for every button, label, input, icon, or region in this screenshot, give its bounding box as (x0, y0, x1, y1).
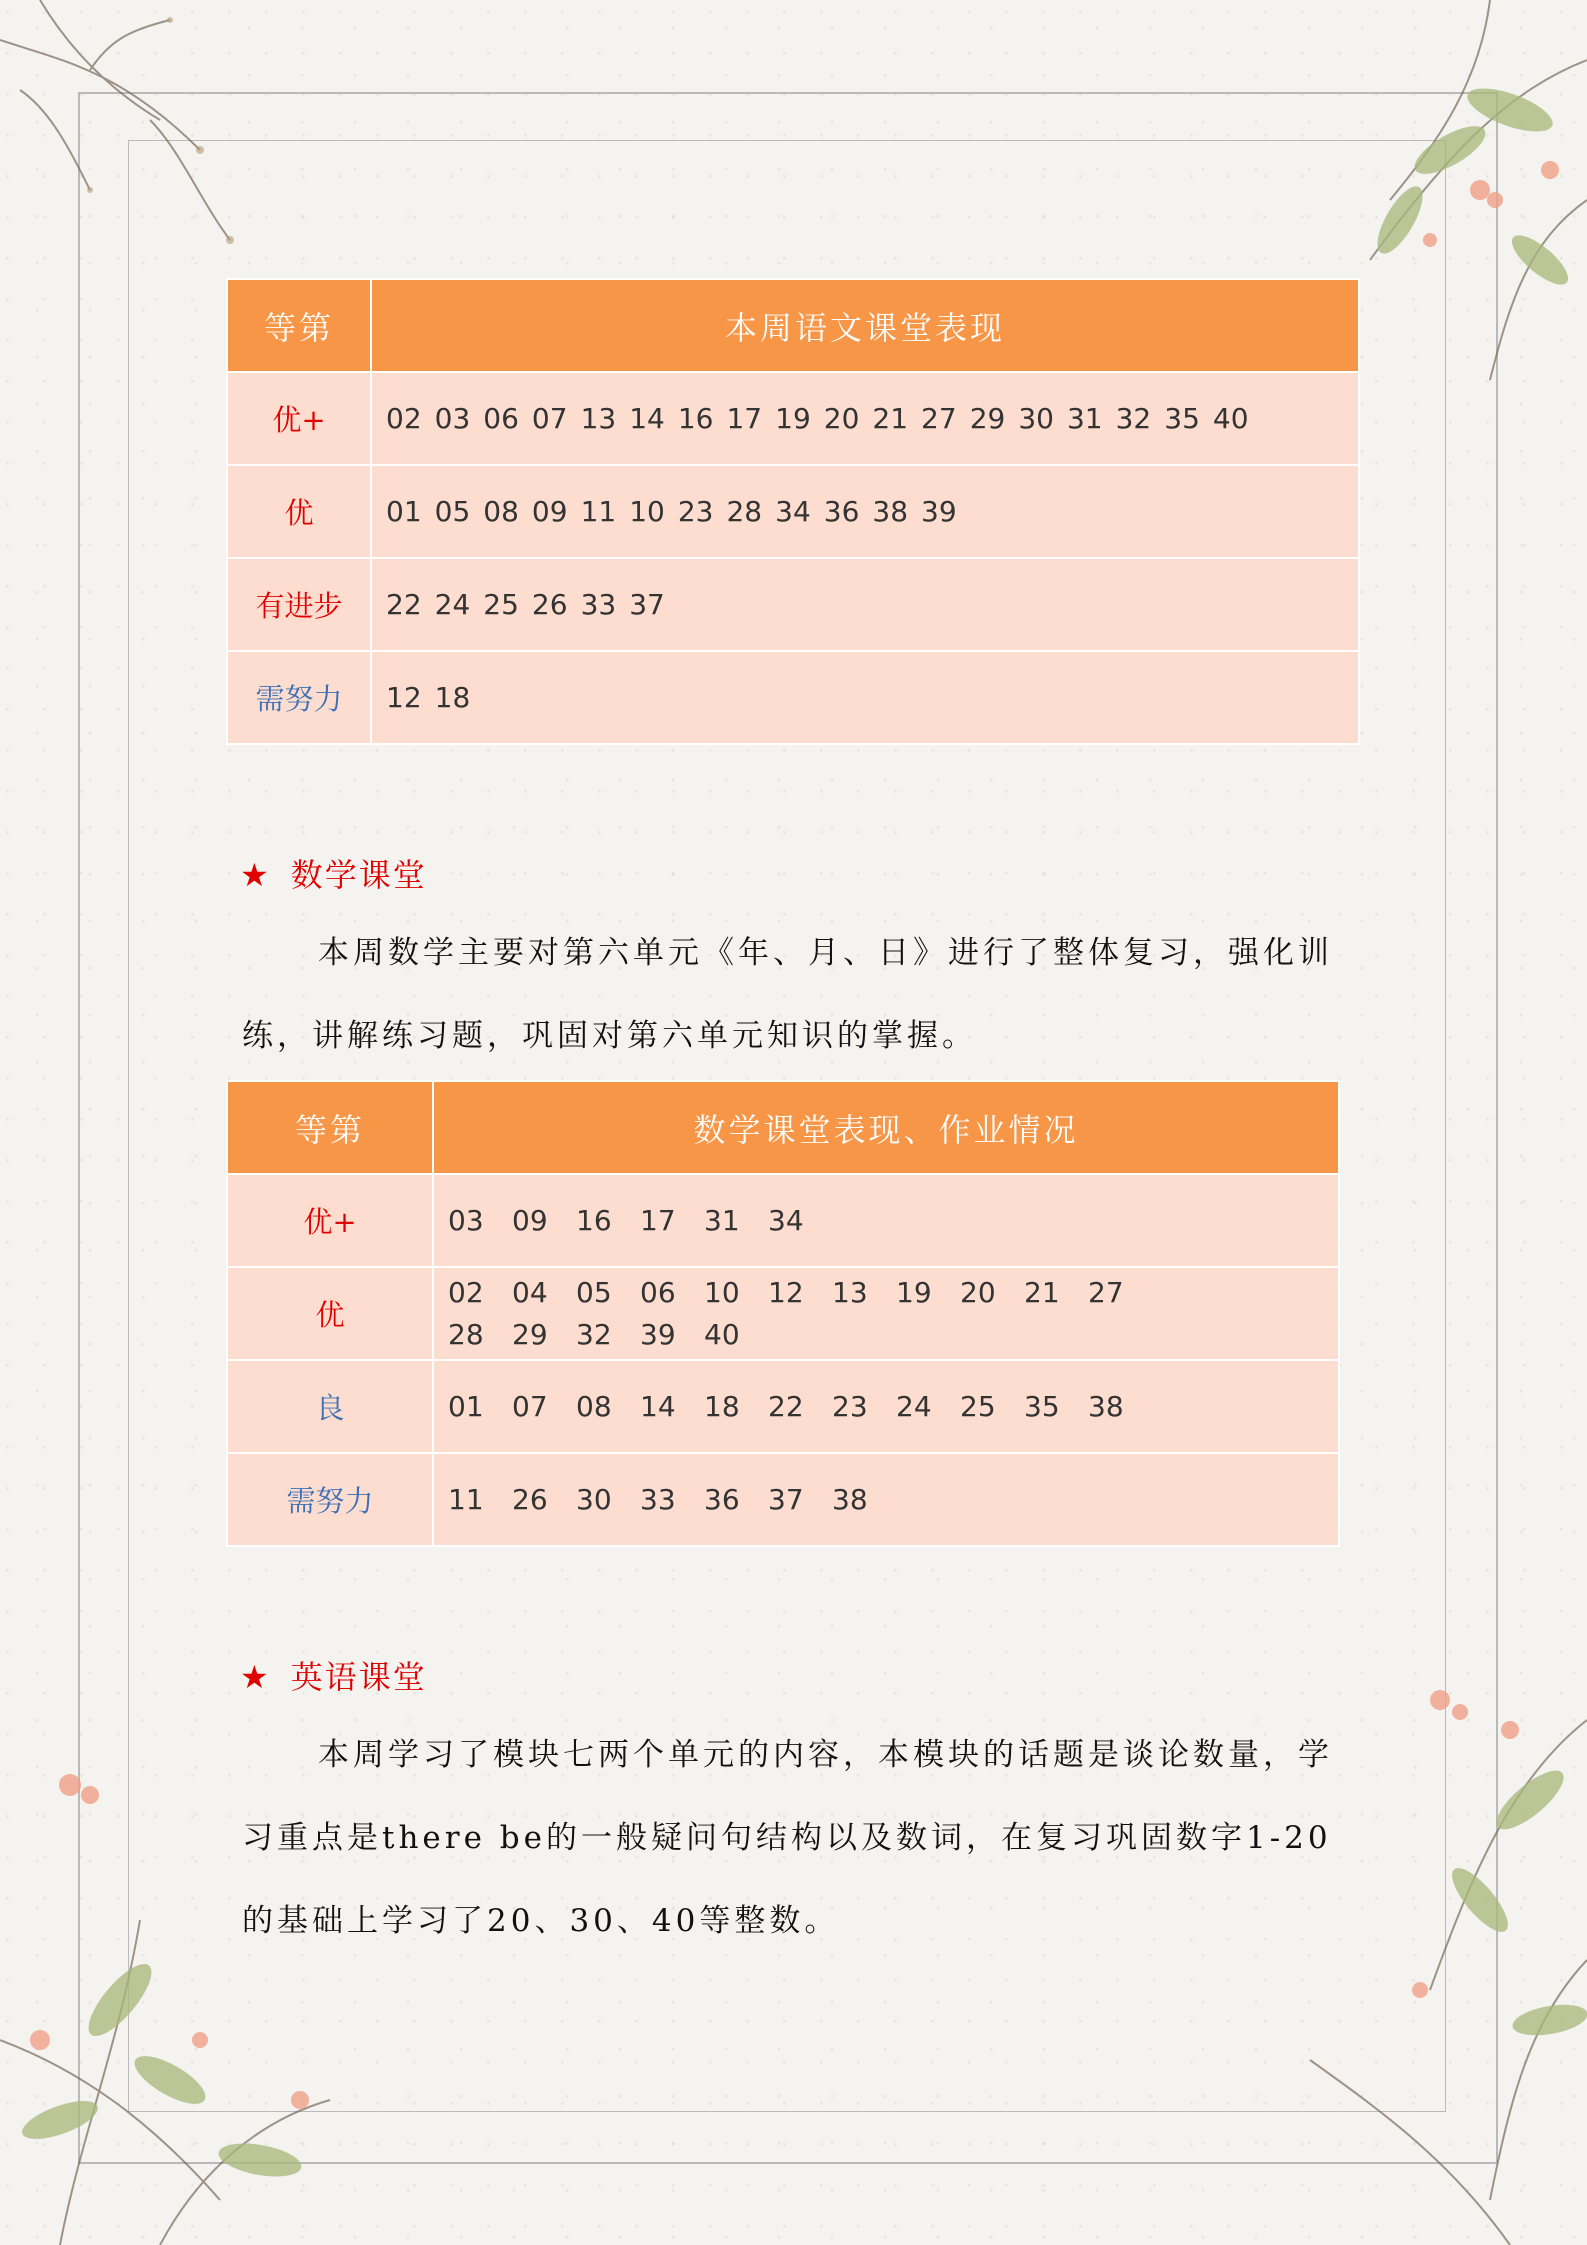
student-numbers (433, 1174, 1339, 1267)
student-number: 11 (448, 1482, 484, 1516)
table-title-header: 数学课堂表现、作业情况 (433, 1081, 1339, 1174)
student-number: 38 (1088, 1389, 1124, 1423)
grade-label: 优+ (227, 372, 371, 465)
table-row (227, 1267, 1339, 1360)
math-paragraph: 本周数学主要对第六单元《年、月、日》进行了整体复习，强化训练，讲解练习题，巩固对第六单元知识的掌握。 (242, 935, 1333, 1054)
student-number: 36 (704, 1482, 740, 1516)
table-row (227, 558, 1359, 651)
student-number: 24 (896, 1389, 932, 1423)
student-number: 11 (580, 495, 617, 528)
student-number: 25 (483, 588, 519, 621)
english-heading-text: 英语课堂 (290, 1658, 427, 1696)
student-number: 38 (872, 495, 909, 528)
student-number: 33 (640, 1482, 676, 1516)
branch-decoration-top-left (0, 0, 320, 260)
student-number: 39 (640, 1317, 676, 1351)
student-numbers (371, 372, 1359, 465)
student-number: 35 (1164, 402, 1200, 435)
grade-label: 优 (227, 465, 371, 558)
table-header-row (227, 279, 1359, 372)
student-number: 22 (386, 588, 422, 621)
english-paragraph: 本周学习了模块七两个单元的内容，本模块的话题是谈论数量，学习重点是there be的一般疑问句结构以及数词，在复习巩固数字1-20的基础上学习了20、30、40等整数。 (242, 1737, 1333, 1939)
star-icon: ★ (240, 1658, 271, 1696)
student-number: 40 (1212, 402, 1249, 435)
number-line (448, 1314, 1338, 1356)
student-number: 30 (576, 1482, 612, 1516)
student-number: 27 (1088, 1275, 1124, 1309)
student-number: 16 (576, 1203, 612, 1237)
student-number: 29 (512, 1317, 548, 1351)
student-number: 21 (872, 402, 909, 435)
student-number: 06 (483, 402, 519, 435)
grade-label: 良 (227, 1360, 433, 1453)
student-number: 05 (576, 1275, 612, 1309)
student-number: 02 (386, 402, 422, 435)
student-numbers (371, 465, 1359, 558)
number-line (448, 1479, 1338, 1521)
student-number: 37 (629, 588, 665, 621)
student-number: 26 (512, 1482, 548, 1516)
number-line (448, 1272, 1338, 1314)
english-section-heading (240, 1652, 427, 1698)
student-number: 08 (483, 495, 519, 528)
student-number: 31 (704, 1203, 740, 1237)
student-number: 23 (832, 1389, 868, 1423)
student-number: 35 (1024, 1389, 1060, 1423)
table-header-row (227, 1081, 1339, 1174)
table-row (227, 1360, 1339, 1453)
student-number: 12 (386, 681, 422, 714)
student-number: 22 (768, 1389, 804, 1423)
student-number: 01 (448, 1389, 484, 1423)
grade-label: 优 (227, 1267, 433, 1360)
table-row (227, 651, 1359, 744)
student-number: 23 (677, 495, 714, 528)
student-number: 34 (768, 1203, 804, 1237)
chinese-performance-table (226, 278, 1360, 745)
student-numbers (433, 1267, 1339, 1360)
student-number: 25 (960, 1389, 996, 1423)
student-number: 01 (386, 495, 422, 528)
student-number: 08 (576, 1389, 612, 1423)
student-number: 40 (704, 1317, 740, 1351)
student-number: 14 (629, 402, 665, 435)
student-number: 17 (640, 1203, 676, 1237)
student-number: 32 (1115, 402, 1152, 435)
student-number: 09 (512, 1203, 548, 1237)
student-numbers (433, 1360, 1339, 1453)
student-number: 34 (775, 495, 811, 528)
student-number: 14 (640, 1389, 676, 1423)
student-number: 07 (531, 402, 568, 435)
student-numbers (371, 651, 1359, 744)
student-numbers (433, 1453, 1339, 1546)
student-number: 31 (1066, 402, 1103, 435)
math-section-heading (240, 850, 427, 896)
grade-label: 有进步 (227, 558, 371, 651)
number-line (448, 1386, 1338, 1428)
student-number: 20 (823, 402, 860, 435)
table-row (227, 465, 1359, 558)
number-line (448, 1200, 1338, 1242)
student-number: 29 (969, 402, 1006, 435)
student-number: 20 (960, 1275, 996, 1309)
student-number: 03 (434, 402, 471, 435)
student-number: 19 (896, 1275, 932, 1309)
student-number: 32 (576, 1317, 612, 1351)
math-performance-table (226, 1080, 1340, 1547)
student-number: 04 (512, 1275, 548, 1309)
student-number: 28 (448, 1317, 484, 1351)
student-number: 13 (832, 1275, 868, 1309)
student-number: 02 (448, 1275, 484, 1309)
student-number: 18 (434, 681, 471, 714)
student-number: 19 (775, 402, 811, 435)
student-number: 26 (531, 588, 568, 621)
student-number: 17 (726, 402, 763, 435)
student-number: 36 (823, 495, 860, 528)
student-numbers (371, 558, 1359, 651)
student-number: 03 (448, 1203, 484, 1237)
grade-label: 优+ (227, 1174, 433, 1267)
student-number: 33 (580, 588, 617, 621)
student-number: 39 (921, 495, 957, 528)
student-number: 24 (434, 588, 471, 621)
student-number: 12 (768, 1275, 804, 1309)
student-number: 18 (704, 1389, 740, 1423)
table-row (227, 1453, 1339, 1546)
student-number: 27 (921, 402, 957, 435)
grade-label: 需努力 (227, 1453, 433, 1546)
student-number: 06 (640, 1275, 676, 1309)
student-number: 16 (677, 402, 714, 435)
table-row (227, 372, 1359, 465)
student-number: 05 (434, 495, 471, 528)
student-number: 10 (704, 1275, 740, 1309)
table-title-header: 本周语文课堂表现 (371, 279, 1359, 372)
student-number: 13 (580, 402, 617, 435)
student-number: 38 (832, 1482, 868, 1516)
student-number: 10 (629, 495, 665, 528)
student-number: 07 (512, 1389, 548, 1423)
table-row (227, 1174, 1339, 1267)
student-number: 09 (531, 495, 568, 528)
student-number: 28 (726, 495, 763, 528)
grade-column-header: 等第 (227, 279, 371, 372)
math-heading-text: 数学课堂 (290, 856, 427, 894)
student-number: 21 (1024, 1275, 1060, 1309)
student-number: 37 (768, 1482, 804, 1516)
star-icon: ★ (240, 856, 271, 894)
student-number: 30 (1018, 402, 1054, 435)
grade-column-header: 等第 (227, 1081, 433, 1174)
grade-label: 需努力 (227, 651, 371, 744)
